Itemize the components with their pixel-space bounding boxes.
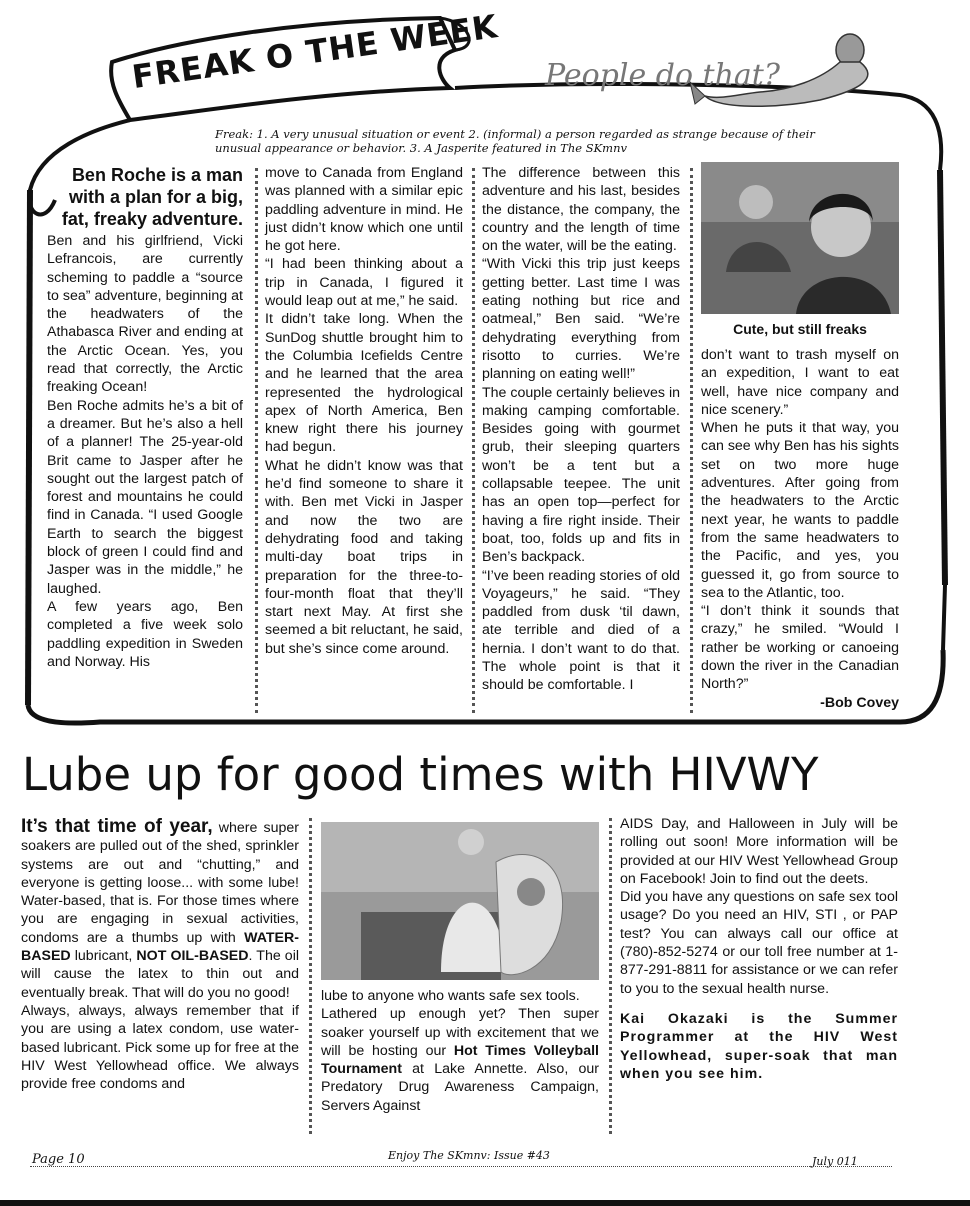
paragraph: What he didn’t know was that he’d find someone to share it with. Ben met Vicki in Jasper and now the two are dehydrating food and taking multi-day boat trips in preparation for the three-to-four-month float that they’ll start next May. At first she seemed a bit reluctant, he said, but she’s since come around.	[265, 457, 463, 657]
paragraph: AIDS Day, and Halloween in July will be rolling out soon! More information will be provided at our HIV West Yellowhead Group on Facebook! Join to find out the deets.	[620, 816, 898, 887]
paragraph: It didn’t take long. When the SunDog shuttle brought him to the Columbia Icefields Centre and he learned that the area represented the hydrological apex of North America, Ben knew right there his journey had begun.	[265, 311, 463, 456]
paragraph: “With Vicki this trip just keeps getting better. Last time I was eating nothing but rice and oatmeal,” Ben said. “We’re dehydrating everything from risotto to curries. We’re planning on eating well!”	[482, 256, 680, 383]
paragraph: Ben Roche admits he’s a bit of a dreamer. But he’s also a hell of a planner! The 25-year-old Brit came to Jasper after he sought out the largest patch of forest and mountains he could find in Canada. “I used Google Earth to search the biggest block of green I could find and Jasper was in the middle,” he laughed.	[47, 397, 243, 597]
column-divider	[255, 168, 258, 713]
paragraph: The difference between this adventure and his last, besides the distance, the company, the country and the length of time on the water, will be the eating.	[482, 165, 680, 255]
signature: Kai Okazaki is the Summer Programmer at the HIV West Yellowhead, super-soak that man when you see him.	[620, 1010, 898, 1082]
hivwy-column-2	[321, 987, 599, 1115]
emphasis: Hot Times Volleyball Tournament	[321, 1042, 599, 1078]
hivwy-column-1	[21, 818, 299, 1093]
paragraph: Did you have any questions on safe sex tool usage? Do you need an HIV, STI , or PAP test? You can always call our office at (780)-852-5274 or our toll free number at 1-877-291-8811 for assistance or we can refer to you to the sexual health nurse.	[620, 889, 898, 997]
footer-rule	[30, 1166, 892, 1167]
column-divider	[609, 818, 612, 1134]
hivwy-photo	[321, 822, 599, 980]
paragraph-text: at Lake Annette. Also, our Predatory Drug Awareness Campaign, Servers Against	[321, 1061, 599, 1114]
byline: -Bob Covey	[820, 694, 899, 711]
hivwy-lead: It’s that time of year,	[21, 816, 213, 837]
hivwy-headline: Lube up for good times with HIVWY	[22, 748, 819, 801]
page-number: Page 10	[32, 1152, 85, 1167]
issue-date: July 011	[812, 1155, 858, 1168]
paragraph-text: lubricant,	[70, 948, 137, 965]
emphasis: WATER-BASED	[21, 929, 299, 965]
bottom-bar	[0, 1200, 970, 1206]
freak-lead: Ben Roche is a man with a plan for a big, fat, freaky adventure.	[61, 165, 243, 229]
paragraph: When he puts it that way, you can see why Ben has his sights set on two more huge adventures. After going from the headwaters to the Arctic next year, he wants to paddle from the same headwaters to the Pacific, and yes, you guessed it, go from source to sea to the Atlantic, too.	[701, 420, 899, 601]
paragraph-text: . The oil will cause the latex to thin out and eventually break. That will do you no good!	[21, 948, 300, 1001]
column-divider	[690, 168, 693, 713]
paragraph: “I had been thinking about a trip in Canada, I figured it would leap out at me,” he said.	[265, 256, 463, 310]
banner-title: FREAK O THE WEEK	[129, 7, 501, 97]
paragraph-text: where super soakers are pulled out of the shed, sprinkler systems are out and “chutting,” and everyone is getting loose... with some lube! Water-based, that is. For those times where you are engaging in sexual activities, condoms are a thumbs up with	[21, 820, 300, 946]
paragraph: move to Canada from England was planned with a similar epic paddling adventure in mind. He just didn’t know which one until he got here.	[265, 165, 463, 255]
freak-column-3	[482, 164, 680, 695]
tagline: People do that?	[545, 58, 780, 93]
freak-column-1	[47, 164, 243, 671]
photo-caption: Cute, but still freaks	[733, 321, 867, 337]
couple-photo	[701, 162, 899, 314]
paragraph: lube to anyone who wants safe sex tools.	[321, 988, 580, 1004]
hivwy-column-3	[620, 815, 898, 1083]
paragraph: The couple certainly believes in making camping comfortable. Besides going with gourmet grub, their sleeping quarters won’t be a tent but a collapsable teepee. The unit has an open top—perfect for having a fire right inside. Their boat, too, folds up and fits in Ben’s backpack.	[482, 384, 680, 566]
emphasis: NOT OIL-BASED	[136, 948, 249, 965]
column-divider	[309, 818, 312, 1134]
paragraph: “I don’t think it sounds that crazy,” he smiled. “Would I rather be working or canoeing down the river in the Canadian North?”	[701, 603, 899, 693]
issue-label: Enjoy The SKmnv: Issue #43	[388, 1149, 550, 1162]
column-divider	[472, 168, 475, 713]
paragraph: Ben and his girlfriend, Vicki Lefrancois, are currently scheming to paddle a “source to sea” adventure, beginning at the headwaters of the Athabasca River and ending at the Arctic Ocean. Yes, you read that correctly, the Arctic freaking Ocean!	[47, 233, 243, 396]
paragraph: don’t want to trash myself on an expedition, I want to eat well, have nice company and nice scenery.”	[701, 347, 899, 418]
paragraph: Always, always, always remember that if you are using a latex condom, use water-based lubricant. Pick some up for free at the HIV West Yellowhead office. We always provide free condoms and	[21, 1002, 299, 1093]
paragraph: A few years ago, Ben completed a five week solo paddling expedition in Sweden and Norway. His	[47, 598, 243, 670]
freak-definition: Freak: 1. A very unusual situation or event 2. (informal) a person regarded as strange because of their unusual appearance or behavior. 3. A Jasperite featured in The SKmnv	[215, 127, 815, 155]
freak-column-2	[265, 164, 463, 658]
paragraph-text: Lathered up enough yet? Then super soaker yourself up with excitement that we will be hosting our	[321, 1006, 599, 1059]
freak-column-4	[701, 346, 899, 712]
paragraph: “I’ve been reading stories of old Voyageurs,” he said. “They paddled from dusk ‘til dawn, ate terrible and died of a hernia. I don’t want to do that. The whole point is that it should be comfortable. I	[482, 567, 680, 694]
